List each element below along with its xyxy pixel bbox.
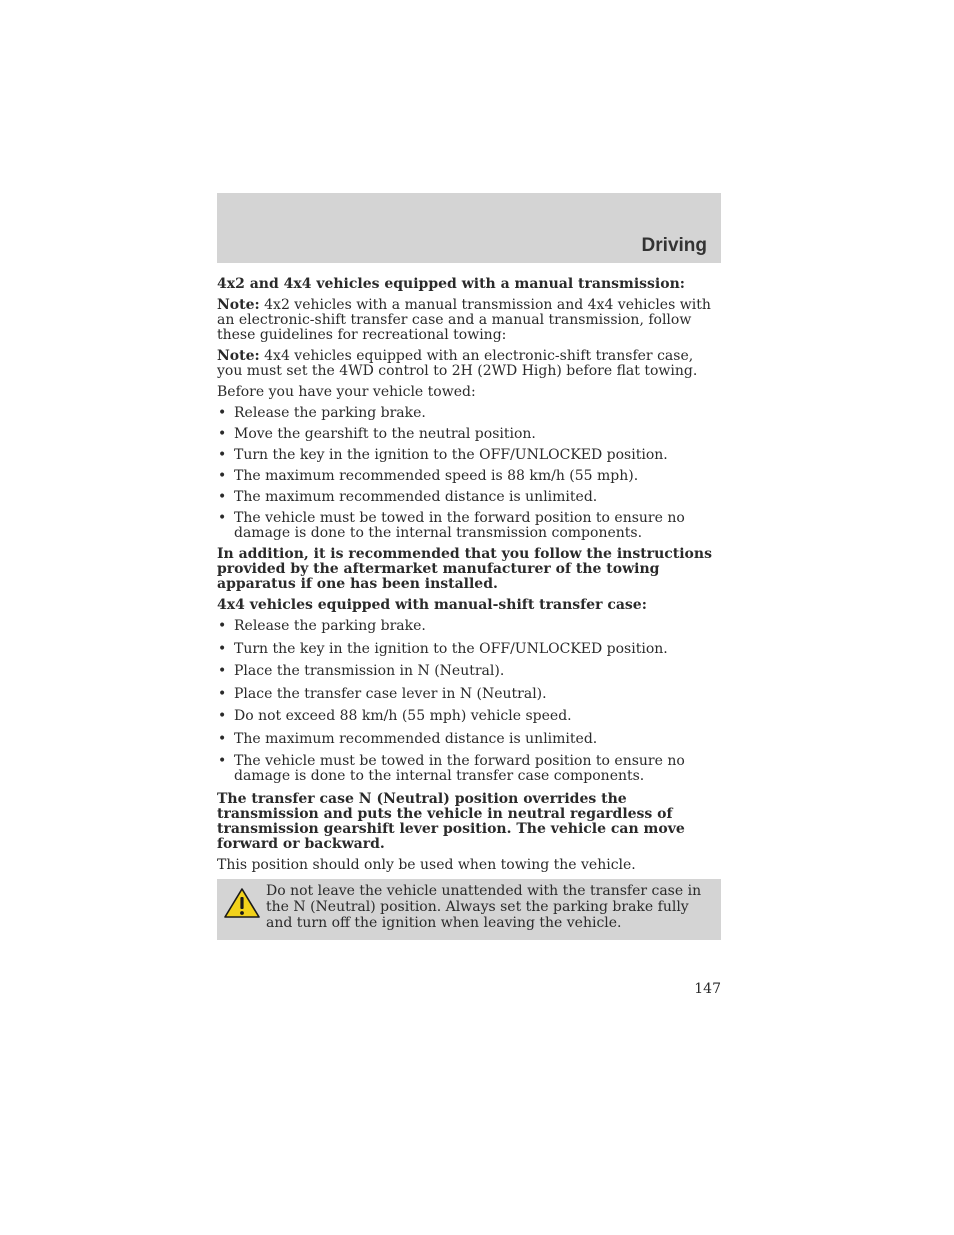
section1-heading: 4x2 and 4x4 vehicles equipped with a manual transmission: xyxy=(217,276,685,292)
note-paragraph-2 xyxy=(217,349,721,379)
warning-box xyxy=(217,879,721,940)
list-item xyxy=(217,619,721,634)
list-item xyxy=(217,642,721,657)
note-paragraph-1 xyxy=(217,298,721,343)
list-item-text: Place the transfer case lever in N (Neutral). xyxy=(234,685,547,702)
bullet-icon: • xyxy=(218,468,227,484)
list-item-text: The vehicle must be towed in the forward position to ensure no damage is done to the internal transmission components. xyxy=(234,510,685,541)
list-item xyxy=(217,448,721,463)
section-header xyxy=(217,193,721,263)
page-content xyxy=(217,277,721,940)
list-item-text: The maximum recommended distance is unlimited. xyxy=(234,489,598,505)
list-item-text: The maximum recommended speed is 88 km/h (55 mph). xyxy=(234,468,639,484)
list-item xyxy=(217,469,721,484)
warning-triangle-icon xyxy=(223,887,261,919)
override-note: The transfer case N (Neutral) position overrides the transmission and puts the vehicle in neutral regardless of transmission gearshift lever position. The vehicle can move forward or backward. xyxy=(217,790,685,852)
list-item xyxy=(217,664,721,679)
recommendation-note: In addition, it is recommended that you follow the instructions provided by the aftermarket manufacturer of the towing apparatus if one has been installed. xyxy=(217,546,712,592)
list-item xyxy=(217,427,721,442)
list-item xyxy=(217,732,721,747)
section-title: Driving xyxy=(641,235,707,256)
list-item xyxy=(217,406,721,421)
note-text: 4x4 vehicles equipped with an electronic-shift transfer case, you must set the 4WD control to 2H (2WD High) before flat towing. xyxy=(217,348,698,379)
bullet-list-2 xyxy=(217,619,721,784)
bullet-icon: • xyxy=(218,640,227,657)
list-item xyxy=(217,754,721,784)
page-number: 147 xyxy=(694,981,721,997)
list-item-text: Release the parking brake. xyxy=(234,618,426,634)
list-item-text: Turn the key in the ignition to the OFF/UNLOCKED position. xyxy=(234,447,668,463)
bullet-icon: • xyxy=(218,447,227,463)
bullet-icon: • xyxy=(218,663,227,679)
list-item xyxy=(217,511,721,541)
list-item-text: Place the transmission in N (Neutral). xyxy=(234,663,505,679)
note-text: 4x2 vehicles with a manual transmission and 4x4 vehicles with an electronic-shift transfer case and a manual transmission, follow these guidelines for recreational towing: xyxy=(217,297,711,343)
list-item-text: Do not exceed 88 km/h (55 mph) vehicle speed. xyxy=(234,708,572,724)
list-item xyxy=(217,709,721,724)
list-item-text: Turn the key in the ignition to the OFF/UNLOCKED position. xyxy=(234,640,668,657)
bullet-icon: • xyxy=(218,405,227,421)
note-label: Note: xyxy=(217,297,260,313)
bullet-icon: • xyxy=(218,753,227,769)
list-item-text: The vehicle must be towed in the forward position to ensure no damage is done to the internal transfer case components. xyxy=(234,753,685,784)
bullet-icon: • xyxy=(218,510,227,526)
bullet-icon: • xyxy=(218,489,227,505)
warning-text: Do not leave the vehicle unattended with the transfer case in the N (Neutral) position. Always set the parking brake fully and turn off the ignition when leaving the vehicle. xyxy=(266,882,702,931)
list-item-text: The maximum recommended distance is unlimited. xyxy=(234,730,598,747)
bullet-icon: • xyxy=(218,708,227,724)
intro-text: Before you have your vehicle towed: xyxy=(217,384,476,400)
note-label: Note: xyxy=(217,348,260,364)
list-item xyxy=(217,490,721,505)
list-item xyxy=(217,687,721,702)
bullet-icon: • xyxy=(218,730,227,747)
list-item-text: Release the parking brake. xyxy=(234,405,426,421)
usage-note: This position should only be used when towing the vehicle. xyxy=(217,856,636,873)
bullet-icon: • xyxy=(218,618,227,634)
bullet-icon: • xyxy=(218,426,227,442)
section2-heading: 4x4 vehicles equipped with manual-shift transfer case: xyxy=(217,597,647,613)
list-item-text: Move the gearshift to the neutral position. xyxy=(234,426,536,442)
bullet-list-1 xyxy=(217,406,721,541)
bullet-icon: • xyxy=(218,685,227,702)
